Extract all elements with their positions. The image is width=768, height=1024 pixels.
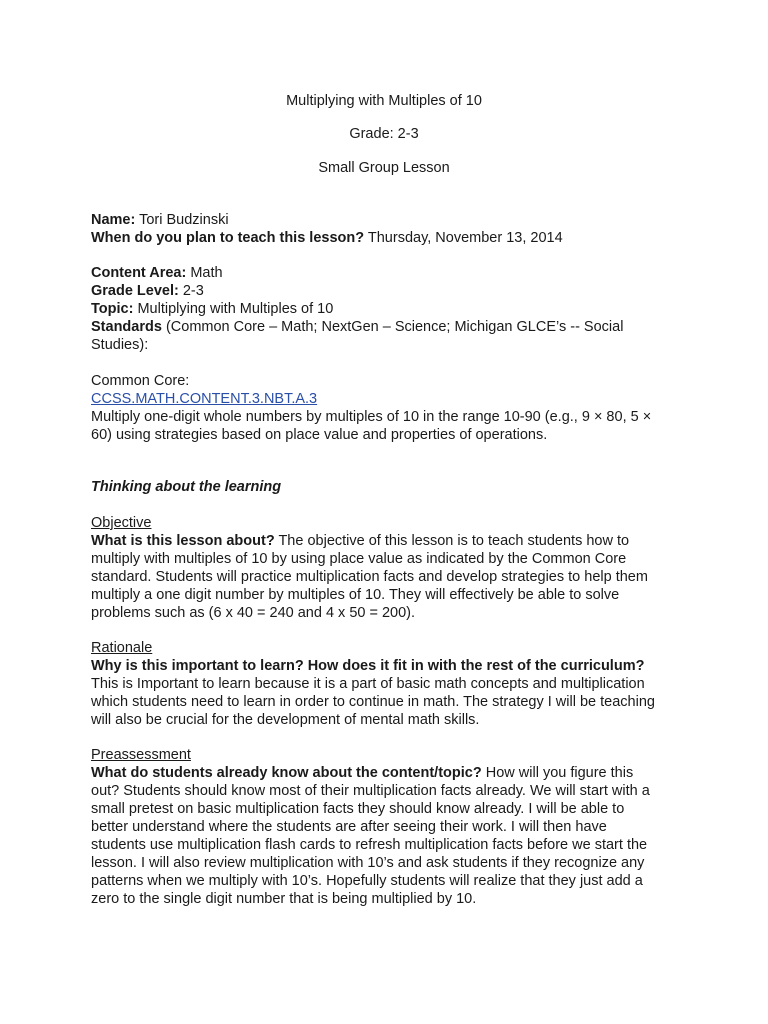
rationale-text-1: This is Important to learn because it is a part of basic math concepts and multiplication [91,676,645,692]
grade-level-line [91,282,691,300]
standards-line-2: Studies): [91,337,149,353]
preassessment-text-2: out? Students should know most of their multiplication facts already. We will start with a [91,783,650,799]
rationale-section [91,639,691,729]
preassessment-section [91,746,691,908]
when-line [91,229,691,247]
objective-heading: Objective [91,515,152,531]
common-core-section [91,372,691,444]
when-value: Thursday, November 13, 2014 [364,230,563,246]
objective-text-4: multiply a one digit number by multiples of 10. They will effectively be able to solve [91,587,620,603]
objective-text-5: problems such as (6 x 40 = 240 and 4 x 50 = 200). [91,605,416,621]
grade-level-value: 2-3 [178,283,204,299]
name-label: Name: [91,212,136,228]
preassessment-question: What do students already know about the content/topic? [91,765,482,781]
lesson-type: Small Group Lesson [318,160,450,176]
ccss-standard-link[interactable]: CCSS.MATH.CONTENT.3.NBT.A.3 [91,391,318,407]
rationale-text-3: will also be crucial for the development of mental math skills. [91,712,480,728]
objective-text-2: multiply with multiples of 10 by using place value as indicated by the Common Core [91,551,627,567]
standards-line [91,318,691,336]
lesson-details [91,264,691,354]
rationale-heading: Rationale [91,640,153,656]
objective-text-1: The objective of this lesson is to teach students how to [274,533,630,549]
content-area-label: Content Area: [91,265,187,281]
rationale-text-2: which students need to learn in order to continue in math. The strategy I will be teaching [91,694,655,710]
preassessment-text-6: lesson. I will also review multiplication with 10’s and ask students if they recognize any [91,855,645,871]
grade-line: Grade: 2-3 [349,126,419,142]
when-label: When do you plan to teach this lesson? [91,230,365,246]
topic-line [91,300,691,318]
preassessment-text-7: patterns when we multiply with 10’s. Hopefully students will realize that they just add a [91,873,643,889]
preassessment-text-8: zero to the single digit number that is being multiplied by 10. [91,891,477,907]
grade-level-label: Grade Level: [91,283,179,299]
content-area-line [91,264,691,282]
standard-description-line-1: Multiply one-digit whole numbers by multiples of 10 in the range 10-90 (e.g., 9 × 80, 5 × [91,409,652,425]
standard-description-line-2: 60) using strategies based on place value and properties of operations. [91,427,548,443]
common-core-label: Common Core: [91,373,190,389]
lesson-title: Multiplying with Multiples of 10 [286,93,482,109]
standards-value: (Common Core – Math; NextGen – Science; Michigan GLCE’s -- Social [161,319,624,335]
topic-value: Multiplying with Multiples of 10 [133,301,334,317]
lesson-info [91,211,691,247]
preassessment-text-5: students use multiplication flash cards to refresh multiplication facts before we start the [91,837,648,853]
topic-label: Topic: [91,301,134,317]
objective-section [91,514,691,622]
standards-label: Standards [91,319,162,335]
name-line [91,211,691,229]
name-value: Tori Budzinski [135,212,229,228]
content-area-value: Math [186,265,223,281]
preassessment-text-4: better understand where the students are after seeing their work. I will then have [91,819,607,835]
objective-question: What is this lesson about? [91,533,275,549]
objective-text-3: standard. Students will practice multiplication facts and develop strategies to help them [91,569,648,585]
preassessment-text-3: small pretest on basic multiplication facts they should know already. I will be able to [91,801,625,817]
rationale-question: Why is this important to learn? How does it fit in with the rest of the curriculum? [91,658,645,674]
thinking-heading: Thinking about the learning [91,479,282,495]
preassessment-text-1: How will you figure this [481,765,634,781]
preassessment-heading: Preassessment [91,747,191,763]
